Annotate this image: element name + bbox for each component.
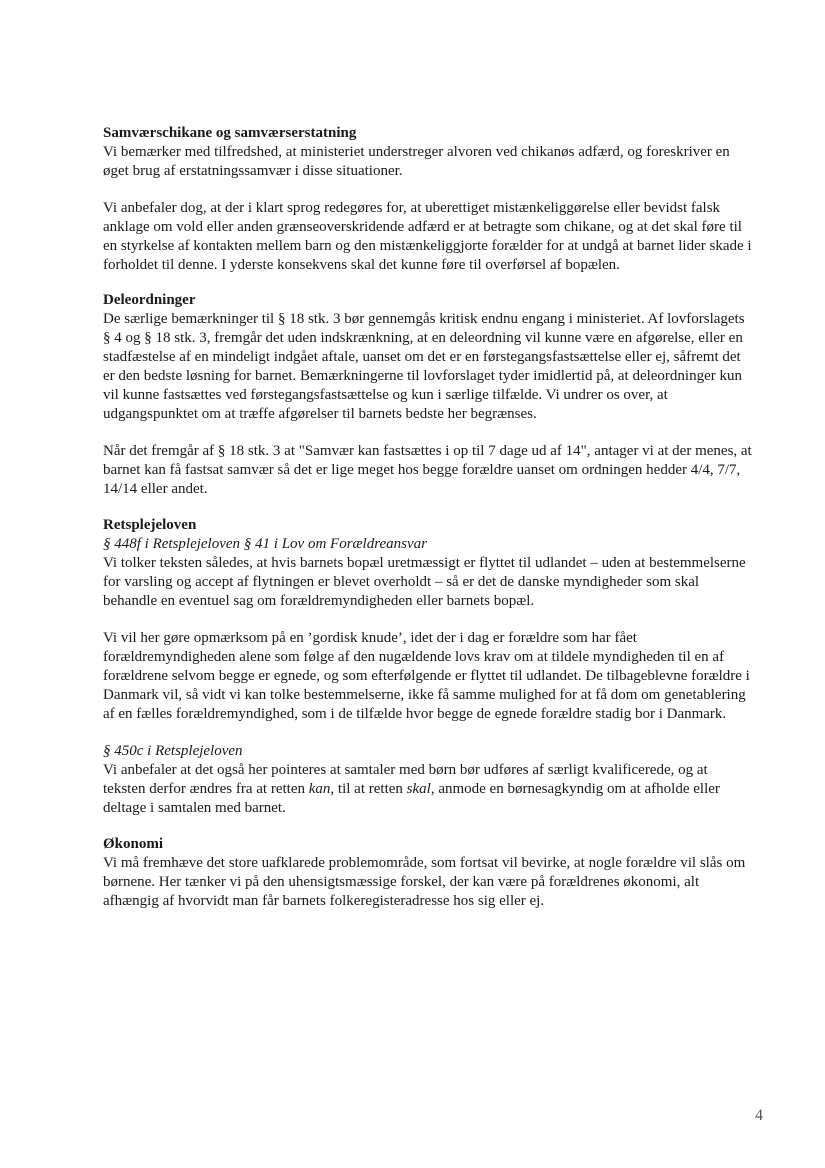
section-heading: Deleordninger [103, 292, 196, 308]
document-body [103, 124, 753, 928]
section-oekonomi [103, 835, 753, 911]
paragraph: Vi vil her gøre opmærksom på en ’gordisk knude’, idet der i dag er forældre som har fået forældremyndigheden alene som følge af den nugældende lovs krav om at tildele myndigheden til en af forældrene selvom begge er egnede, og som efterfølgende er flyttet til udlandet. De tilbageblevne forældre i Danmark vil, så vidt vi kan tolke bestemmelserne, ikke få samme mulighed for at få dom om genetablering af en fælles forældremyndighed, som i de tilfælde hvor begge de egnede forældre stadig bor i Danmark. [103, 630, 750, 722]
paragraph: Når det fremgår af § 18 stk. 3 at "Samvær kan fastsættes i op til 7 dage ud af 14", antager vi at der menes, at barnet kan få fastsat samvær så det er lige meget hos begge forældre uanset om ordningen hedder 4/4, 7/7, 14/14 eller andet. [103, 443, 752, 497]
paragraph: Vi må fremhæve det store uafklarede problemområde, som fortsat vil bevirke, at nogle forældre vil slås om børnene. Her tænker vi på den uhensigtsmæssige forskel, der kan være på forældrenes økonomi, alt afhængig af hvorvidt man får barnets folkeregisteradresse hos sig eller ej. [103, 855, 746, 909]
page-number: 4 [755, 1107, 763, 1124]
paragraph: Vi bemærker med tilfredshed, at ministeriet understreger alvoren ved chikanøs adfærd, og foreskriver en øget brug af erstatningssamvær i disse situationer. [103, 144, 730, 179]
emphasis-text: kan [308, 781, 331, 797]
paragraph [103, 761, 753, 818]
paragraph: Vi tolker teksten således, at hvis barnets bopæl uretmæssigt er flyttet til udlandet – uden at bestemmelserne for varsling og accept af flytningen er blevet overholdt – så er det de danske myndigheder som skal behandle en eventuel sag om forældremyndigheden eller barnets bopæl. [103, 555, 746, 609]
law-reference: § 450c i Retsplejeloven [103, 743, 243, 759]
paragraph: Vi anbefaler dog, at der i klart sprog redegøres for, at uberettiget mistænkeliggørelse eller bevidst falsk anklage om vold eller anden grænseoverskridende adfærd er at betragte som chikane, og at det skal føre til en styrkelse af kontakten mellem barn og den mistænkeliggjorte forælder for at undgå at barnet lider skade i forholdet til denne. I yderste konsekvens skal det kunne føre til overførsel af bopælen. [103, 200, 752, 273]
section-deleordninger [103, 291, 753, 499]
section-heading: Samværschikane og samværserstatning [103, 125, 357, 141]
section-samvaerschikane [103, 124, 753, 275]
section-heading: Retsplejeloven [103, 517, 197, 533]
section-heading: Økonomi [103, 836, 164, 852]
section-retsplejeloven [103, 516, 753, 818]
paragraph: De særlige bemærkninger til § 18 stk. 3 bør gennemgås kritisk endnu engang i ministeriet. Af lovforslagets § 4 og § 18 stk. 3, fremgår det uden indskrænkning, at en deleordning vil kunne være en afgørelse, eller en stadfæstelse af en mindeligt indgået aftale, uanset om det er en førstegangsfastsættelse eller ej, såfremt det er den bedste løsning for barnet. Bemærkningerne til lovforslaget tyder imidlertid på, at deleordninger kun vil kunne fastsættes ved førstegangsfastsættelse og kun i særlige tilfælde. Vi undrer os over, at udgangspunktet om at træffe afgørelser til barnets bedste her begrænses. [103, 311, 745, 422]
emphasis-text: skal [406, 781, 431, 797]
paragraph-text: Vi anbefaler at det også her pointeres at samtaler med børn bør udføres af særligt kvalificerede, og at teksten derfor ændres fra at retten [103, 762, 708, 797]
paragraph-text: , anmode en børnesagkyndig om at afholde eller deltage i samtalen med barnet. [103, 781, 720, 816]
paragraph-text: , til at retten [330, 781, 407, 797]
law-reference: § 448f i Retsplejeloven § 41 i Lov om Forældreansvar [103, 536, 427, 552]
